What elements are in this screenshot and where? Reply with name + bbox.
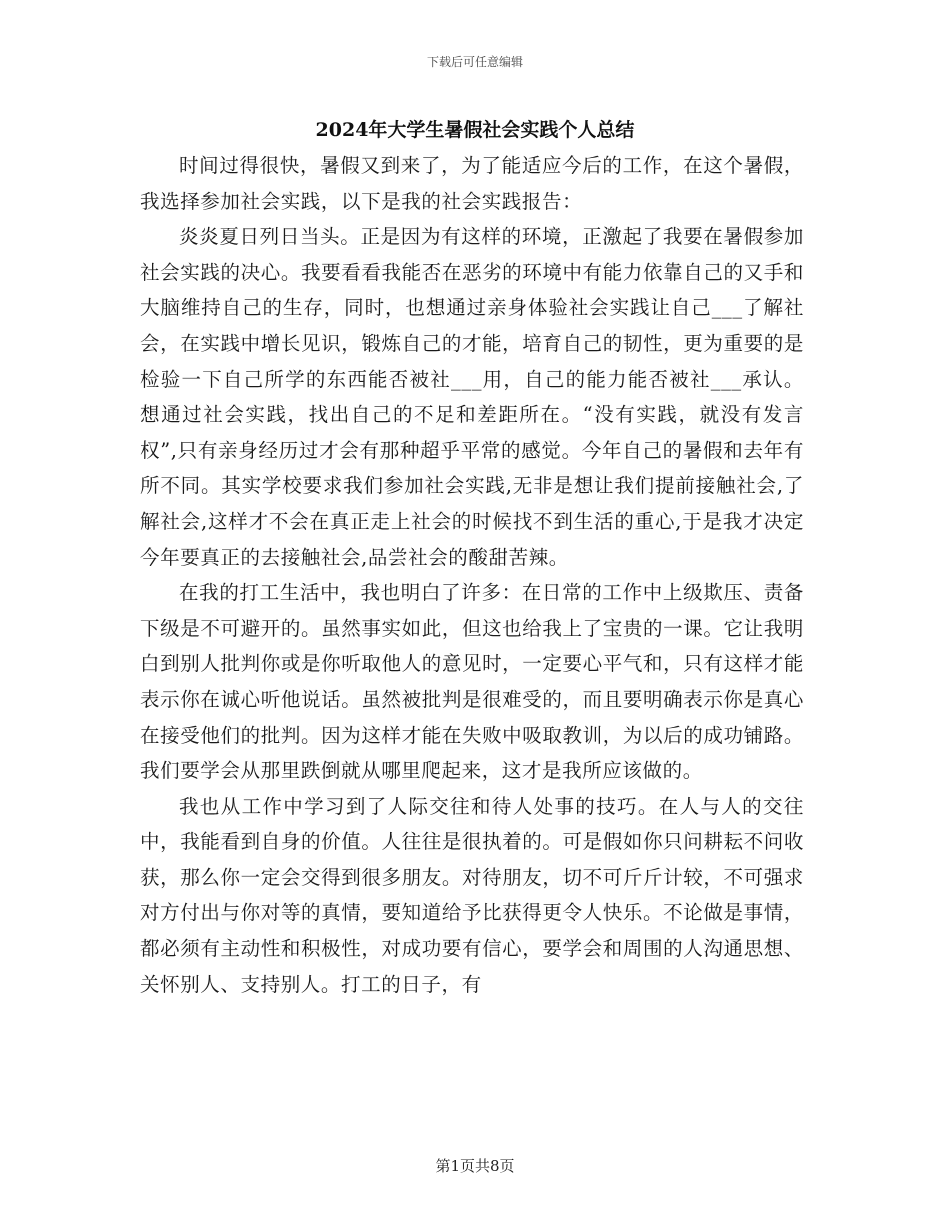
header-note: 下载后可任意编辑 (426, 55, 523, 69)
document-body (140, 148, 804, 1002)
paragraph: 炎炎夏日列日当头。正是因为有这样的环境，正激起了我要在暑假参加社会实践的决心。我要看看我能否在恶劣的环境中有能力依靠自己的又手和大脑维持自己的生存，同时，也想通过亲身体验社会实践让自己___了解社会，在实践中增长见识，锻炼自己的才能，培育自己的韧性，更为重要的是检验一下自己所学的东西能否被社___用，自己的能力能否被社___承认。想通过社会实践，找出自己的不足和差距所在。“没有实践，就没有发言权”,只有亲身经历过才会有那种超乎平常的感觉。今年自己的暑假和去年有所不同。其实学校要求我们参加社会实践,无非是想让我们提前接触社会,了解社会,这样才不会在真正走上社会的时候找不到生活的重心,于是我才决定今年要真正的去接触社会,品尝社会的酸甜苦辣。 (140, 225, 804, 569)
paragraph: 时间过得很快，暑假又到来了，为了能适应今后的工作，在这个暑假，我选择参加社会实践，以下是我的社会实践报告： (140, 154, 804, 213)
paragraph: 我也从工作中学习到了人际交往和待人处事的技巧。在人与人的交往中，我能看到自身的价值。人往往是很执着的。可是假如你只问耕耘不问收获，那么你一定会交得到很多朋友。对待朋友，切不可斤斤计较，不可强求对方付出与你对等的真情，要知道给予比获得更令人快乐。不论做是事情，都必须有主动性和积极性，对成功要有信心，要学会和周围的人沟通思想、关怀别人、支持别人。打工的日子，有 (140, 794, 804, 996)
paragraph: 在我的打工生活中，我也明白了许多：在日常的工作中上级欺压、责备下级是不可避开的。虽然事实如此，但这也给我上了宝贵的一课。它让我明白到别人批判你或是你听取他人的意见时，一定要心平气和，只有这样才能表示你在诚心听他说话。虽然被批判是很难受的，而且要明确表示你是真心在接受他们的批判。因为这样才能在失败中吸取教训，为以后的成功铺路。我们要学会从那里跌倒就从哪里爬起来，这才是我所应该做的。 (140, 581, 804, 783)
document-title: 2024年大学生暑假社会实践个人总结 (315, 119, 635, 141)
page-number: 第1页共8页 (435, 1157, 515, 1175)
